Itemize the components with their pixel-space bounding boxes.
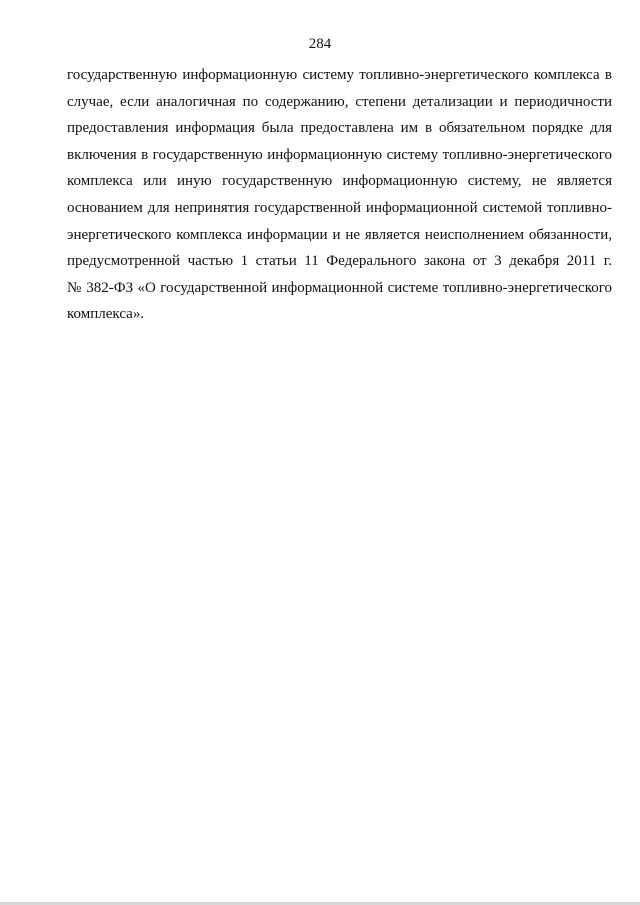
text-line: предоставления информация была предоставлена им в обязательном порядке для [67,120,612,137]
text-line: энергетического комплекса информации и не является неисполнением обязанности, [67,226,612,243]
text-line: № 382-ФЗ «О государственной информационной системе топливно-энергетического [67,279,612,296]
text-line: включения в государственную информационную систему топливно-энергетического [67,146,612,163]
text-line: комплекса или иную государственную информационную систему, не является [67,173,612,190]
body-paragraph [67,62,612,328]
text-line: предусмотренной частью 1 статьи 11 Федерального закона от 3 декабря 2011 г. [67,253,612,270]
text-line: основанием для непринятия государственной информационной системой топливно- [67,199,612,216]
text-line: случае, если аналогичная по содержанию, степени детализации и периодичности [67,93,612,110]
text-line: комплекса». [67,306,145,323]
page-number: 284 [308,36,332,52]
text-line: государственную информационную систему топливно-энергетического комплекса в [67,67,612,83]
